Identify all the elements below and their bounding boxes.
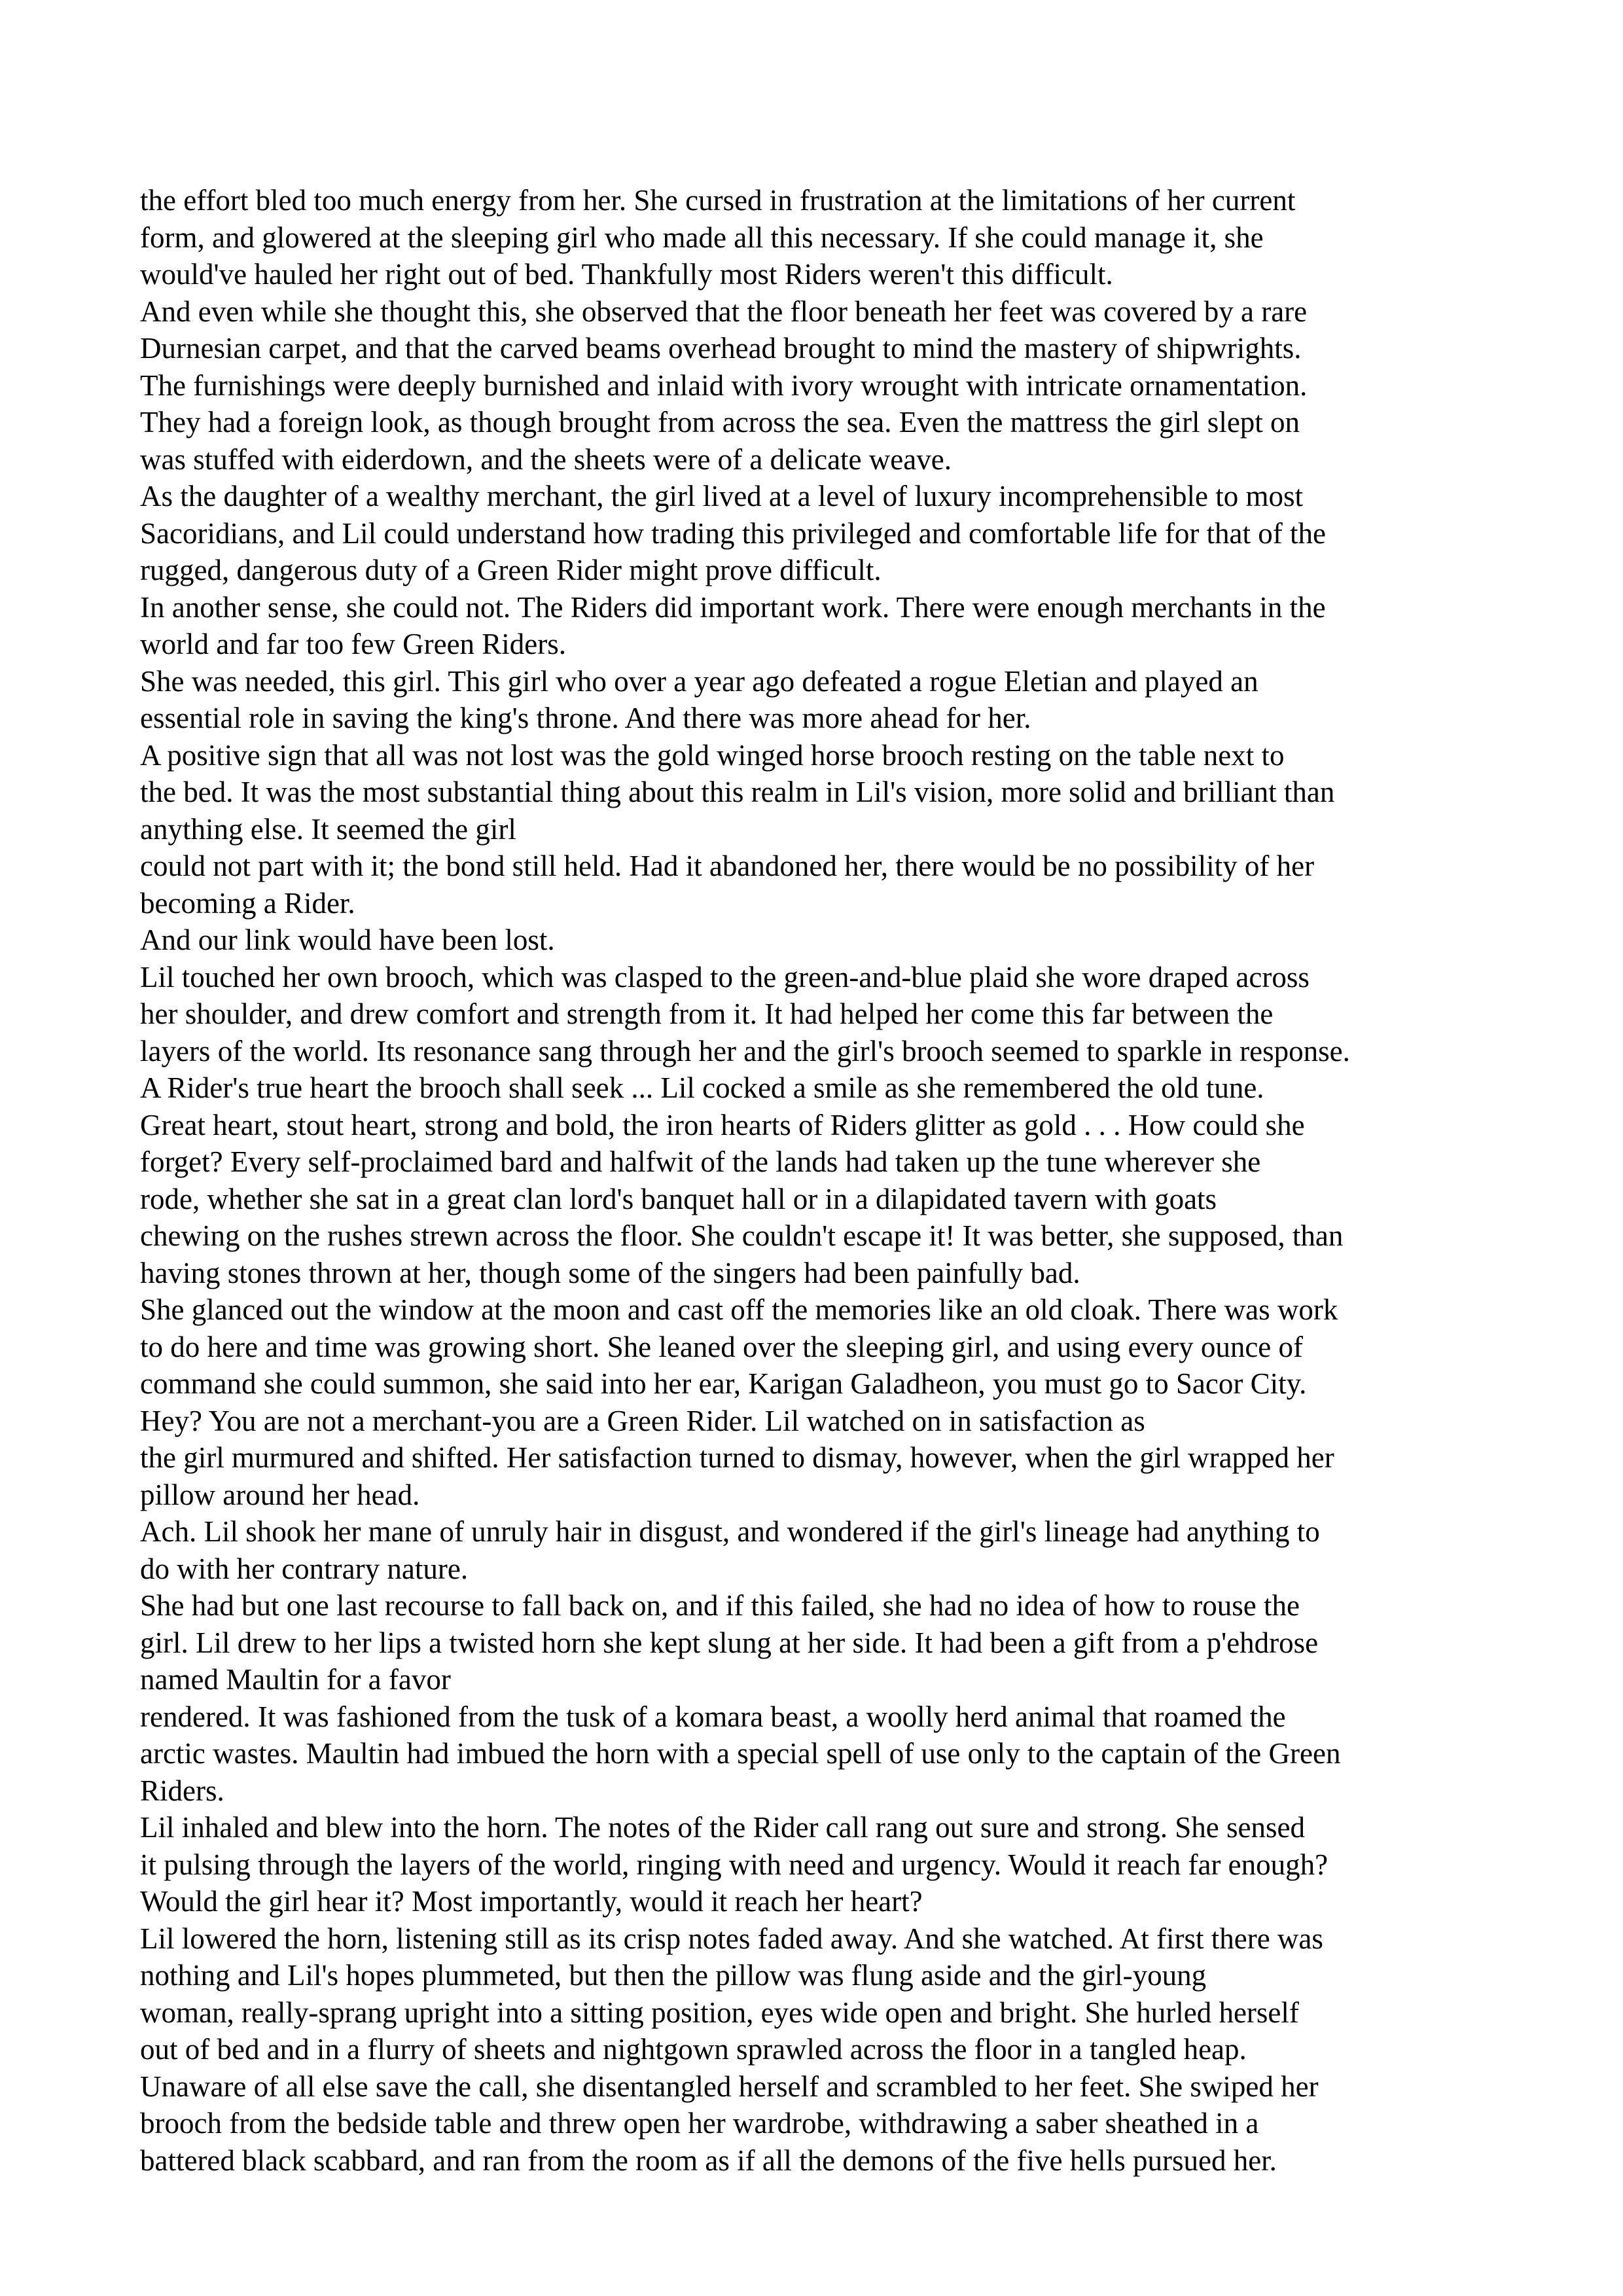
text-line: And our link would have been lost. bbox=[140, 924, 555, 956]
text-line: having stones thrown at her, though some of the singers had been painfully bad. bbox=[140, 1256, 1080, 1289]
text-line: Lil touched her own brooch, which was clasped to the green-and-blue plaid she wore draped across bbox=[140, 960, 1310, 994]
text-line: rugged, dangerous duty of a Green Rider might prove difficult. bbox=[140, 554, 882, 586]
text-line: The furnishings were deeply burnished and inlaid with ivory wrought with intricate ornamentation. bbox=[140, 368, 1308, 402]
text-line: She glanced out the window at the moon and cast off the memories like an old cloak. There was work bbox=[140, 1293, 1338, 1326]
text-line: out of bed and in a flurry of sheets and nightgown sprawled across the floor in a tangled heap. bbox=[140, 2033, 1247, 2066]
text-line: In another sense, she could not. The Riders did important work. There were enough merchants in the bbox=[140, 590, 1326, 624]
text-line: She had but one last recourse to fall back on, and if this failed, she had no idea of how to rouse the bbox=[140, 1589, 1300, 1622]
text-line: forget? Every self-proclaimed bard and halfwit of the lands had taken up the tune wherever she bbox=[140, 1145, 1261, 1178]
text-line: girl. Lil drew to her lips a twisted horn she kept slung at her side. It had been a gift from a p'ehdrose bbox=[140, 1626, 1319, 1659]
text-line: nothing and Lil's hopes plummeted, but then the pillow was flung aside and the girl-young bbox=[140, 1959, 1207, 1992]
text-line: command she could summon, she said into her ear, Karigan Galadheon, you must go to Sacor City. bbox=[140, 1367, 1307, 1400]
text-line: becoming a Rider. bbox=[140, 886, 355, 920]
text-line: layers of the world. Its resonance sang through her and the girl's brooch seemed to sparkle in response. bbox=[140, 1034, 1350, 1067]
text-line: Unaware of all else save the call, she disentangled herself and scrambled to her feet. She swiped her bbox=[140, 2070, 1319, 2103]
text-line: her shoulder, and drew comfort and strength from it. It had helped her come this far between the bbox=[140, 997, 1274, 1030]
text-line: Great heart, stout heart, strong and bold, the iron hearts of Riders glitter as gold . . . How could she bbox=[140, 1108, 1305, 1141]
text-line: She was needed, this girl. This girl who over a year ago defeated a rogue Eletian and played an bbox=[140, 664, 1258, 698]
text-line: the bed. It was the most substantial thing about this realm in Lil's vision, more solid and brilliant than bbox=[140, 776, 1335, 808]
text-line: They had a foreign look, as though brought from across the sea. Even the mattress the girl slept on bbox=[140, 406, 1300, 439]
document-page bbox=[140, 182, 1541, 2179]
text-line: essential role in saving the king's throne. And there was more ahead for her. bbox=[140, 702, 1031, 734]
text-line: do with her contrary nature. bbox=[140, 1552, 469, 1585]
text-line: A positive sign that all was not lost was the gold winged horse brooch resting on the table next to bbox=[140, 738, 1285, 772]
text-line: Sacoridians, and Lil could understand how trading this privileged and comfortable life for that of the bbox=[140, 516, 1326, 550]
text-line: pillow around her head. bbox=[140, 1478, 420, 1511]
text-line: rode, whether she sat in a great clan lord's banquet hall or in a dilapidated tavern with goats bbox=[140, 1182, 1217, 1215]
text-line: battered black scabbard, and ran from the room as if all the demons of the five hells pursued her. bbox=[140, 2144, 1277, 2177]
text-line: the effort bled too much energy from her. She cursed in frustration at the limitations of her current bbox=[140, 184, 1296, 217]
text-line: form, and glowered at the sleeping girl who made all this necessary. If she could manage it, she bbox=[140, 221, 1264, 254]
text-line: Ach. Lil shook her mane of unruly hair in disgust, and wondered if the girl's lineage had anything to bbox=[140, 1515, 1320, 1548]
text-line: could not part with it; the bond still held. Had it abandoned her, there would be no possibility of her bbox=[140, 850, 1315, 882]
text-line: And even while she thought this, she observed that the floor beneath her feet was covered by a rare bbox=[140, 295, 1308, 328]
text-line: anything else. It seemed the girl bbox=[140, 812, 516, 846]
text-line: chewing on the rushes strewn across the floor. She couldn't escape it! It was better, she supposed, than bbox=[140, 1219, 1344, 1252]
text-line: named Maultin for a favor bbox=[140, 1663, 451, 1696]
text-line: was stuffed with eiderdown, and the sheets were of a delicate weave. bbox=[140, 442, 952, 476]
text-line: the girl murmured and shifted. Her satisfaction turned to dismay, however, when the girl wrapped her bbox=[140, 1441, 1334, 1474]
text-line: woman, really-sprang upright into a sitting position, eyes wide open and bright. She hurled herself bbox=[140, 1996, 1299, 2029]
text-line: Lil inhaled and blew into the horn. The notes of the Rider call rang out sure and strong. She sensed bbox=[140, 1811, 1306, 1844]
text-line: Riders. bbox=[140, 1774, 224, 1807]
text-line: would've hauled her right out of bed. Thankfully most Riders weren't this difficult. bbox=[140, 258, 1113, 291]
text-line: to do here and time was growing short. She leaned over the sleeping girl, and using every ounce of bbox=[140, 1330, 1304, 1363]
text-line: it pulsing through the layers of the world, ringing with need and urgency. Would it reach far enough? bbox=[140, 1848, 1329, 1881]
text-line: rendered. It was fashioned from the tusk of a komara beast, a woolly herd animal that roamed the bbox=[140, 1700, 1286, 1733]
text-line: Lil lowered the horn, listening still as its crisp notes faded away. And she watched. At first there was bbox=[140, 1922, 1323, 1955]
text-line: world and far too few Green Riders. bbox=[140, 628, 567, 660]
text-line: brooch from the bedside table and threw open her wardrobe, withdrawing a saber sheathed in a bbox=[140, 2107, 1259, 2140]
text-line: arctic wastes. Maultin had imbued the horn with a special spell of use only to the captain of the Green bbox=[140, 1737, 1341, 1770]
text-line: Would the girl hear it? Most importantly, would it reach her heart? bbox=[140, 1885, 923, 1918]
text-line: Durnesian carpet, and that the carved beams overhead brought to mind the mastery of shipwrights. bbox=[140, 332, 1302, 365]
text-line: A Rider's true heart the brooch shall seek ... Lil cocked a smile as she remembered the old tune. bbox=[140, 1071, 1264, 1104]
text-line: Hey? You are not a merchant-you are a Green Rider. Lil watched on in satisfaction as bbox=[140, 1404, 1145, 1437]
text-line: As the daughter of a wealthy merchant, the girl lived at a level of luxury incomprehensible to most bbox=[140, 480, 1303, 512]
